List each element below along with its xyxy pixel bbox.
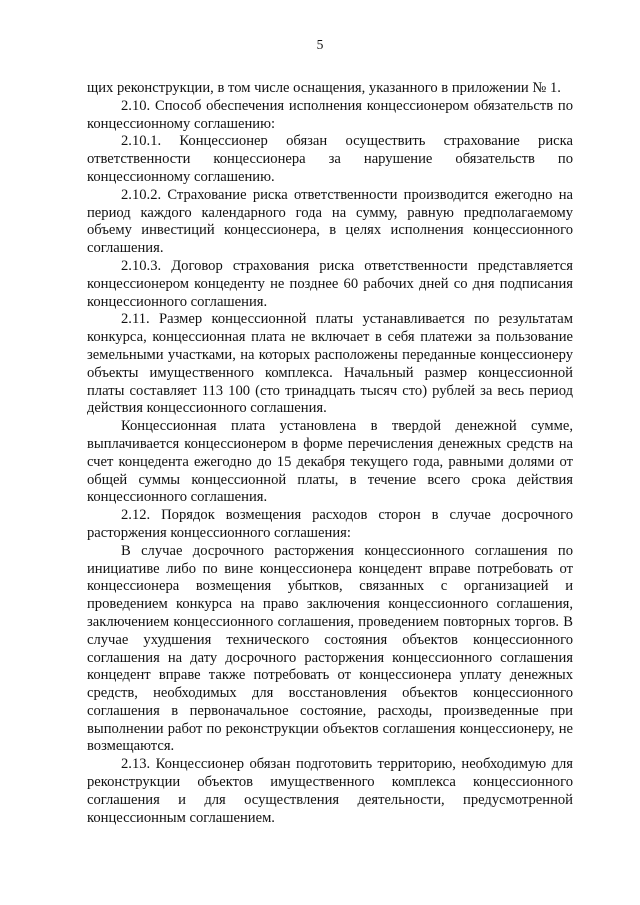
paragraph-continuation: щих реконструкции, в том числе оснащения, указанного в приложении № 1. bbox=[87, 80, 561, 96]
paragraph-2-10-3: 2.10.3. Договор страхования риска ответственности представляется концессионером концеденту не позднее 60 рабочих дней со дня подписания концессионного соглашения. bbox=[87, 257, 573, 310]
paragraph-2-13: 2.13. Концессионер обязан подготовить территорию, необходимую для реконструкции объектов имущественного комплекса концессионного соглашения и для осуществления деятельности, предусмотренной концессионным соглашением. bbox=[87, 756, 573, 826]
document-body bbox=[87, 80, 573, 827]
paragraph-2-11: 2.11. Размер концессионной платы устанавливается по результатам конкурса, концессионная плата не включает в себя платежи за пользование земельными участками, на которых расположены переданные концессионеру объекты имущественного комплекса. Начальный размер концессионной платы составляет 113 100 (сто тринадцать тысяч сто) рублей за весь период действия концессионного соглашения. bbox=[87, 311, 573, 417]
paragraph-concession-fee: Концессионная плата установлена в твердой денежной сумме, выплачивается концессионером в форме перечисления денежных средств на счет концедента ежегодно до 15 декабря текущего года, равными долями от общей суммы концессионной платы, в течение всего срока действия концессионного соглашения. bbox=[87, 418, 573, 506]
paragraph-2-10-2: 2.10.2. Страхование риска ответственности производится ежегодно на период каждого календарного года на сумму, равную предполагаемому объему инвестиций концессионера, в целях исполнения концессионного соглашения. bbox=[87, 186, 573, 257]
paragraph-early-termination: В случае досрочного расторжения концессионного соглашения по инициативе либо по вине концессионера концедент вправе потребовать от концессионера возмещения убытков, связанных с организацией и проведением конкурса на право заключения концессионного соглашения, заключением концессионного соглашения, проведением повторных торгов. В случае ухудшения технического состояния объектов концессионного соглашения на дату досрочного расторжения концессионного соглашения концедент вправе также потребовать от концессионера уплату денежных средств, необходимых для восстановления объектов концессионного соглашения в первоначальное состояние, расходы, произведенные при выполнении работ по реконструкции объектов соглашения концессионеру, не возмещаются. bbox=[87, 542, 573, 755]
paragraph-2-10: 2.10. Способ обеспечения исполнения концессионером обязательств по концессионному соглашению: bbox=[87, 97, 573, 132]
page-number: 5 bbox=[316, 37, 324, 52]
paragraph-2-12: 2.12. Порядок возмещения расходов сторон в случае досрочного расторжения концессионного соглашения: bbox=[87, 507, 573, 541]
paragraph-2-10-1: 2.10.1. Концессионер обязан осуществить страхование риска ответственности концессионера за нарушение обязательств по концессионному соглашению. bbox=[87, 133, 573, 185]
